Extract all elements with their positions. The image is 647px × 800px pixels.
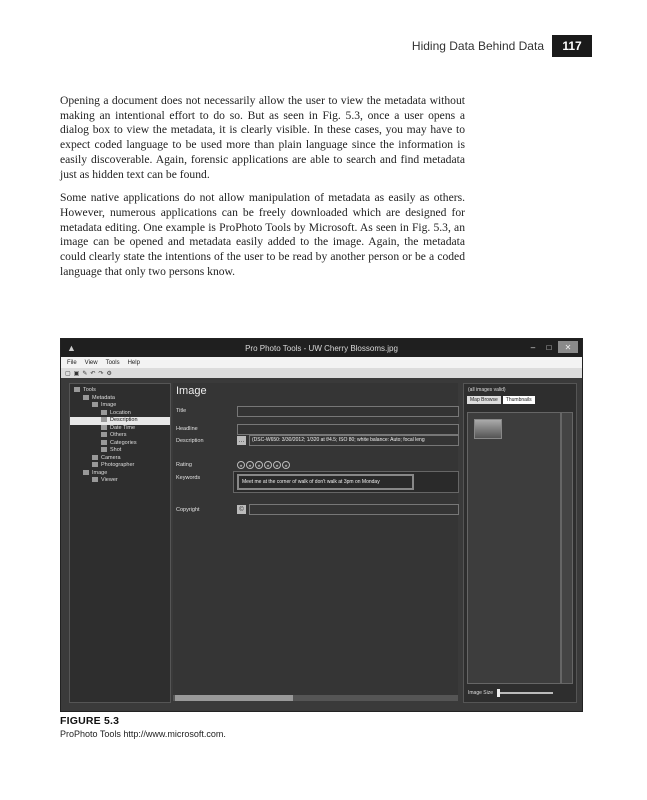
description-label: Description (176, 438, 204, 444)
folder-icon (101, 432, 107, 437)
folder-icon (83, 470, 89, 475)
running-title: Hiding Data Behind Data (411, 39, 544, 53)
figure-caption (60, 715, 226, 739)
redo-icon: ↷ (98, 370, 104, 377)
save-icon: ▣ (73, 370, 80, 377)
tree-item (70, 455, 170, 463)
copyright-field (237, 505, 459, 514)
tree-item-label: Shot (110, 447, 122, 453)
running-header (412, 35, 592, 57)
tree-item (70, 387, 170, 395)
thumbnail-grid (467, 412, 561, 684)
body-text (60, 94, 465, 288)
slider-knob (497, 689, 500, 697)
copyright-label: Copyright (176, 507, 200, 513)
minimize-icon: – (530, 342, 536, 352)
image-size-slider (497, 692, 553, 694)
menu-help: Help (127, 359, 140, 366)
tab-thumbnails: Thumbnails (503, 396, 535, 404)
folder-icon (101, 440, 107, 445)
image-size-label: Image Size (468, 690, 494, 696)
close-icon: ✕ (558, 341, 578, 353)
star-icon: ★ (237, 461, 245, 469)
open-icon: ▢ (65, 370, 71, 377)
folder-icon (92, 477, 98, 482)
tree-item-label: Photographer (101, 462, 135, 468)
tree-item (70, 395, 170, 403)
tree-item (70, 432, 170, 440)
copyright-value (249, 504, 459, 515)
panel-tabs (464, 396, 576, 404)
star-icon: ★ (246, 461, 254, 469)
tree-item (70, 410, 170, 418)
vertical-scrollbar (561, 412, 573, 684)
folder-icon (101, 417, 107, 422)
paragraph: Opening a document does not necessarily allow the user to view the metadata without making an intentional effort to do so. But as seen in Fig. 5.3, once a user opens a dialog box to view the metadata, it is clearly visible. In these cases, you may have to expect coded language to be used more than plain language since the information is easily discoverable. Again, forensic applications are able to search and find metadata just as hidden text can be found. (60, 94, 465, 181)
scrollbar-thumb (175, 695, 293, 701)
paragraph: Some native applications do not allow manipulation of metadata as easily as others. However, numerous applications can be freely downloaded which are designed for metadata editing. One example is ProPhoto Tools by Microsoft. As seen in Fig. 5.3, an image can be opened and metadata easily added to the image. Again, the metadata could clearly state the intentions of the user to be read by another person or be a coded language that only two persons know. (60, 191, 465, 278)
thumbnail-panel (463, 383, 577, 703)
toolbar (61, 368, 582, 378)
tree-item-label: Description (110, 417, 138, 423)
description-value: (DSC-W650: 3/30/2012; 1/320 at f/4.5; ISO 80; white balance: Auto; focal leng (249, 435, 459, 446)
folder-icon (92, 462, 98, 467)
figure-label: FIGURE 5.3 (60, 715, 120, 727)
image-thumbnail (474, 419, 502, 439)
title-label: Title (176, 408, 187, 414)
folder-icon (101, 447, 107, 452)
navigation-tree (70, 384, 170, 485)
headline-field (237, 424, 459, 435)
tree-item (70, 417, 170, 425)
panel-heading: Image (176, 385, 207, 397)
edit-icon: ✎ (82, 370, 88, 377)
tree-item-label: Categories (110, 439, 137, 446)
settings-icon: ⚙ (106, 370, 112, 377)
tree-item (70, 447, 170, 455)
keywords-label: Keywords (176, 475, 201, 481)
star-icon: ★ (273, 461, 281, 469)
app-icon: ▲ (67, 343, 76, 353)
folder-icon (92, 402, 98, 407)
tree-item (70, 440, 170, 448)
metadata-editor-panel (173, 383, 458, 701)
rating-label: Rating (176, 462, 192, 468)
undo-icon: ↶ (90, 370, 96, 377)
tree-item-label: Image (92, 469, 108, 476)
tree-item (70, 470, 170, 478)
tree-item (70, 402, 170, 410)
copyright-icon: © (237, 505, 246, 514)
maximize-icon: □ (546, 342, 552, 352)
tree-item-label: Camera (101, 454, 121, 461)
window-controls (526, 341, 578, 353)
folder-icon (83, 395, 89, 400)
tree-item-label: Others (110, 432, 127, 438)
horizontal-scrollbar (173, 695, 458, 701)
menu-file: File (67, 359, 77, 366)
window-titlebar (61, 339, 582, 357)
screenshot-figure (60, 338, 583, 712)
images-valid-label: (all images valid) (468, 387, 506, 393)
description-field (237, 436, 459, 445)
star-icon: ★ (264, 461, 272, 469)
title-field (237, 406, 459, 417)
star-icon: ★ (282, 461, 290, 469)
tree-item-label: Viewer (101, 477, 118, 483)
tree-item (70, 477, 170, 485)
rating-stars (237, 461, 290, 469)
window-title: Pro Photo Tools - UW Cherry Blossoms.jpg (245, 343, 398, 353)
menu-tools: Tools (105, 359, 120, 366)
headline-label: Headline (176, 426, 198, 432)
tree-item-label: Metadata (92, 394, 115, 401)
tree-item (70, 462, 170, 470)
tree-item-label: Location (110, 409, 131, 416)
star-icon: ★ (255, 461, 263, 469)
folder-icon (74, 387, 80, 392)
tree-item-label: Date Time (110, 424, 136, 431)
page-number: 117 (552, 35, 592, 57)
folder-icon (92, 455, 98, 460)
folder-icon (101, 410, 107, 415)
tree-item-label: Image (101, 402, 117, 408)
figure-caption-text: ProPhoto Tools http://www.microsoft.com. (60, 729, 226, 739)
navigation-tree-panel (69, 383, 171, 703)
image-size-control (468, 690, 553, 696)
tree-item-label: Tools (83, 387, 96, 393)
menu-bar (61, 357, 582, 368)
tree-item (70, 425, 170, 433)
menu-view: View (84, 359, 98, 366)
keywords-field (233, 471, 459, 493)
keywords-value: Meet me at the corner of walk of don't walk at 3pm on Monday (237, 474, 414, 490)
folder-icon (101, 425, 107, 430)
description-edit-icon: … (238, 437, 245, 444)
tab-map-browse: Map Browse (467, 396, 501, 404)
